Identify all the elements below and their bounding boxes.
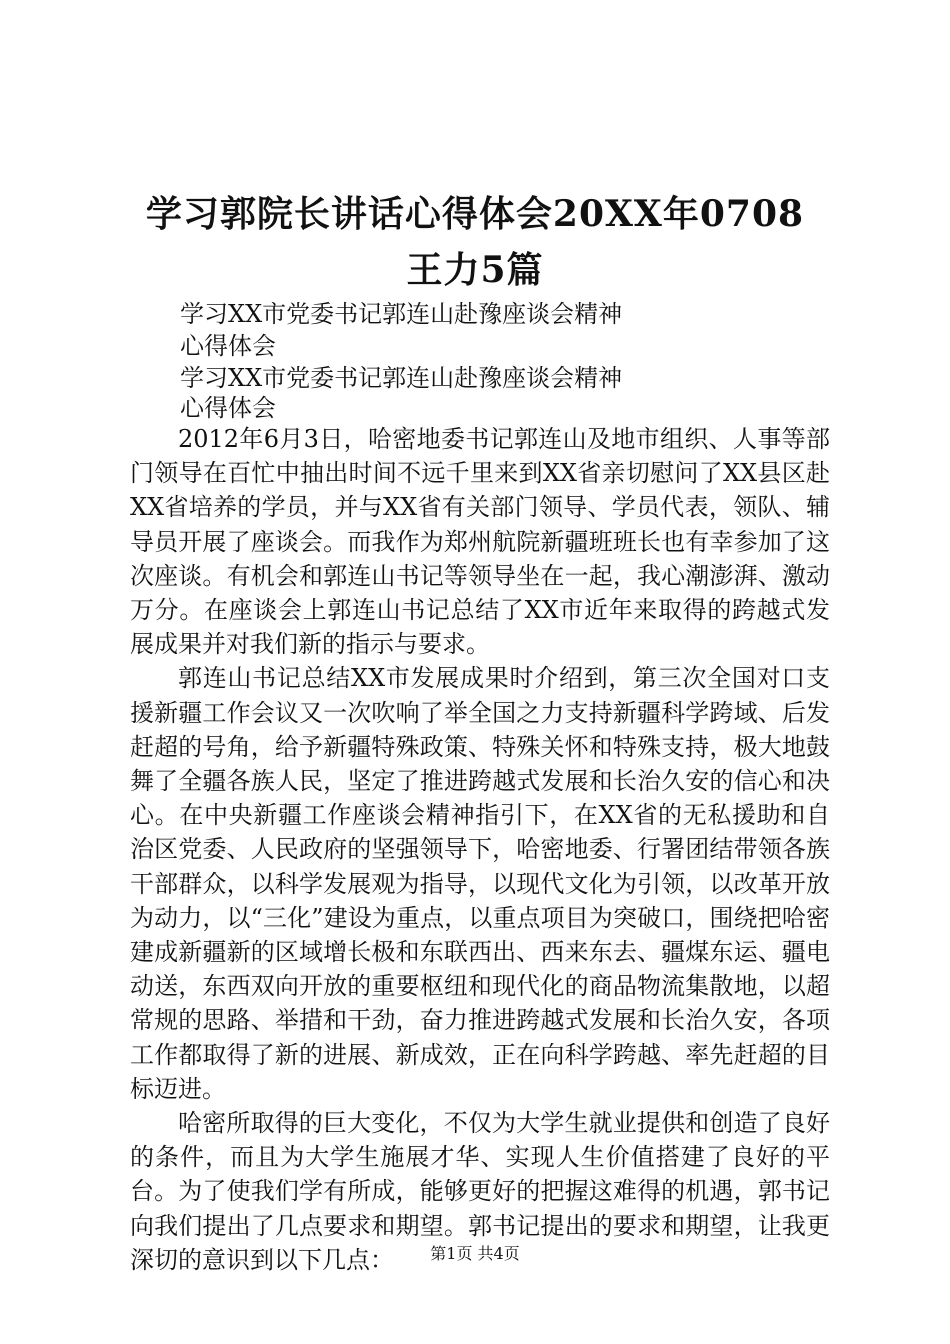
body-paragraph: 2012年6月3日，哈密地委书记郭连山及地市组织、人事等部门领导在百忙中抽出时间不远千里来到XX省亲切慰问了XX县区赴XX省培养的学员，并与XX省有关部门领导、学员代表，领队、辅导员开展了座谈会。而我作为郑州航院新疆班班长也有幸参加了这次座谈。有机会和郭连山书记等领导坐在一起，我心潮澎湃、激动万分。在座谈会上郭连山书记总结了XX市近年来取得的跨越式发展成果并对我们新的指示与要求。 (130, 425, 830, 659)
document-body (130, 422, 830, 1277)
document-title: 学习郭院长讲话心得体会20XX年0708王力5篇 (145, 193, 805, 291)
subtitle-line: 心得体会 (180, 394, 276, 422)
page-footer: 第1页 共4页 (430, 1244, 520, 1263)
body-paragraph: 郭连山书记总结XX市发展成果时介绍到，第三次全国对口支援新疆工作会议又一次吹响了举全国之力支持新疆科学跨域、后发赶超的号角，给予新疆特殊政策、特殊关怀和特殊支持，极大地鼓舞了全疆各族人民，坚定了推进跨越式发展和长治久安的信心和决心。在中央新疆工作座谈会精神指引下，在XX省的无私援助和自治区党委、人民政府的坚强领导下，哈密地委、行署团结带领各族干部群众，以科学发展观为指导，以现代文化为引领，以改革开放为动力，以“三化”建设为重点，以重点项目为突破口，围绕把哈密建成新疆新的区域增长极和东联西出、西来东去、疆煤东运、疆电动送，东西双向开放的重要枢纽和现代化的商品物流集散地，以超常规的思路、举措和干劲，奋力推进跨越式发展和长治久安，各项工作都取得了新的进展、新成效，正在向科学跨越、率先赶超的目标迈进。 (130, 664, 830, 1103)
subtitle-line: 学习XX市党委书记郭连山赴豫座谈会精神 (180, 300, 623, 328)
subtitle-line: 学习XX市党委书记郭连山赴豫座谈会精神 (180, 364, 623, 392)
subtitle-line: 心得体会 (180, 332, 276, 360)
body-paragraph: 哈密所取得的巨大变化，不仅为大学生就业提供和创造了良好的条件，而且为大学生施展才华、实现人生价值搭建了良好的平台。为了使我们学有所成，能够更好的把握这难得的机遇，郭书记向我们提出了几点要求和期望。郭书记提出的要求和期望，让我更深切的意识到以下几点： (130, 1109, 830, 1274)
